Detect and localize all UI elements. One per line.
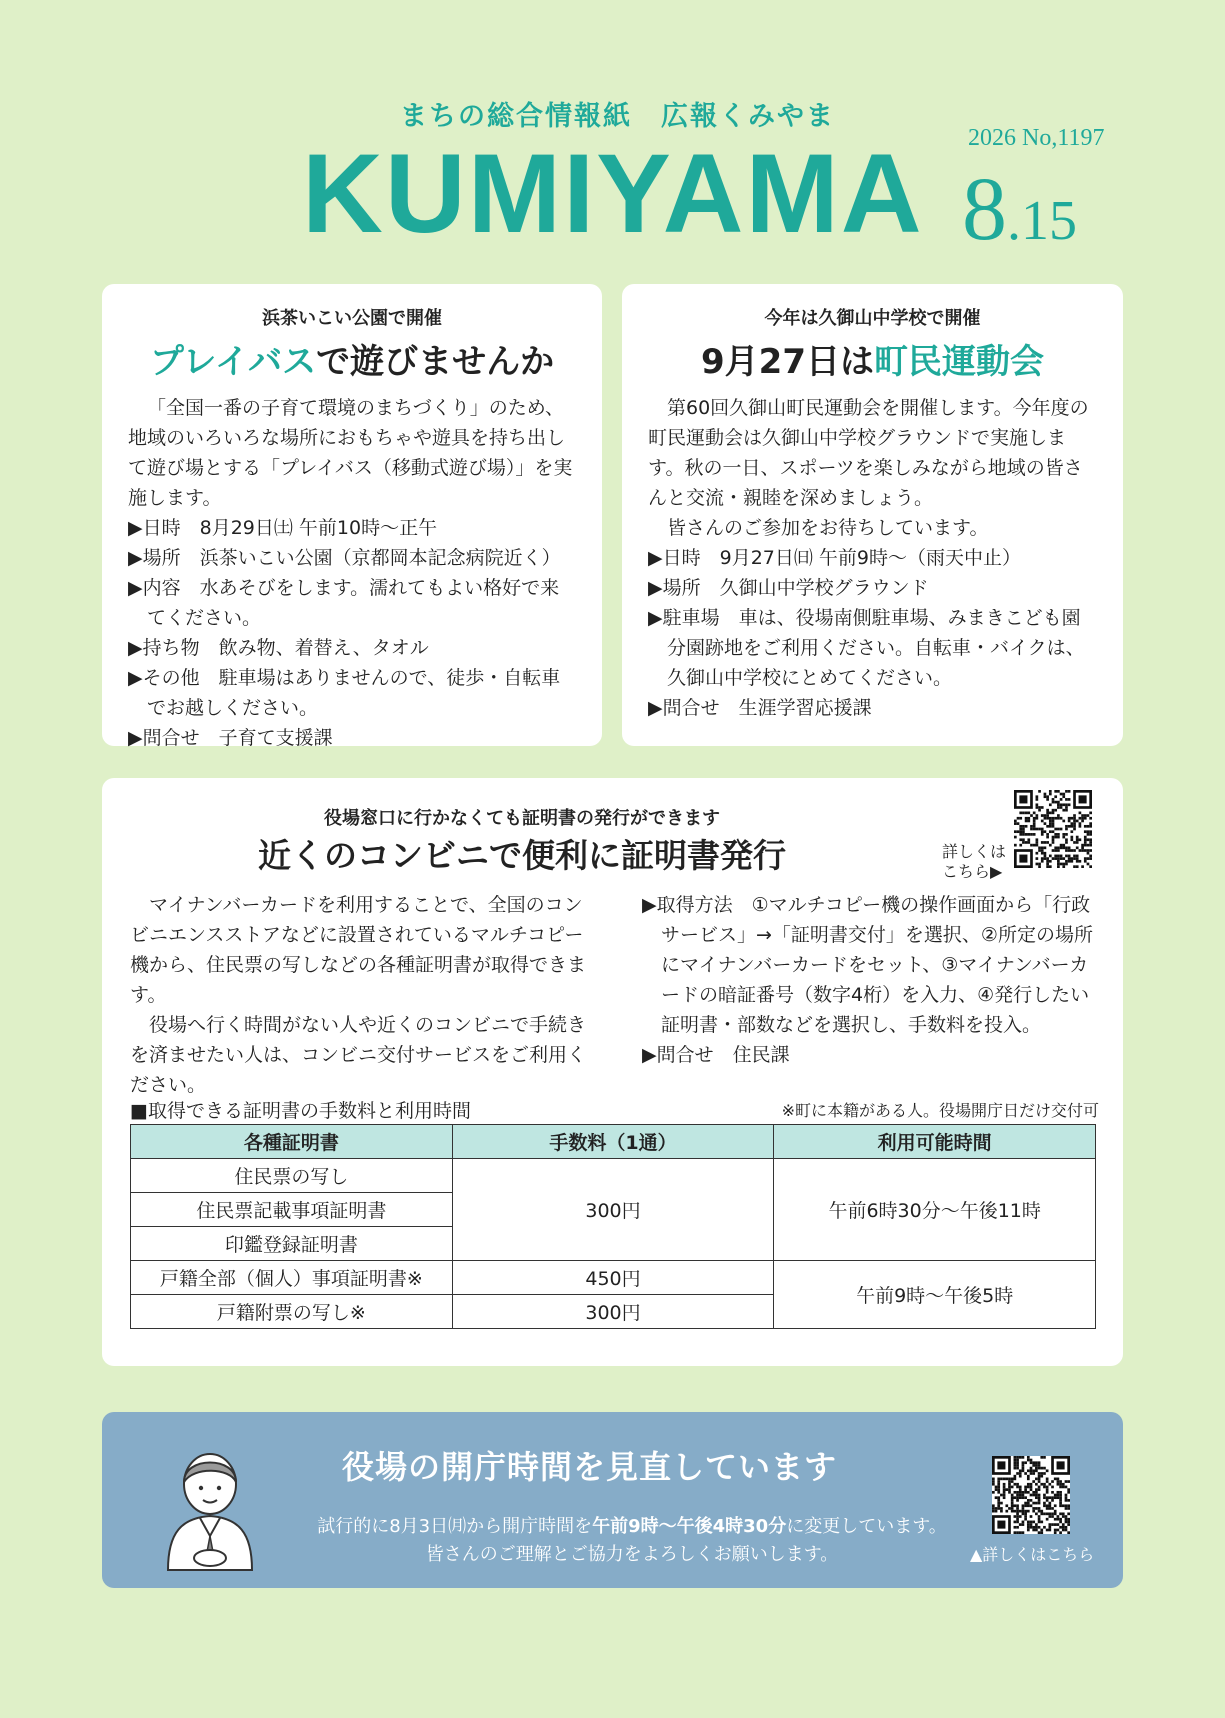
sports-day-article [622, 284, 1123, 746]
playbus-item-place: ▶場所 浜茶いこい公園（京都岡本記念病院近く） [128, 547, 561, 569]
cert-name: 印鑑登録証明書 [131, 1227, 453, 1261]
certificate-title: 近くのコンビニで便利に証明書発行 [258, 836, 786, 875]
certificate-article [102, 778, 1123, 1366]
issue-day: .15 [1007, 190, 1077, 252]
staff-illustration [160, 1432, 260, 1576]
office-hours-qr-label: ▲詳しくはこちら [970, 1545, 1095, 1564]
fee-table-header-time: 利用可能時間 [774, 1125, 1096, 1159]
office-hours-line2: 皆さんのご理解とご協力をよろしくお願いします。 [425, 1544, 839, 1565]
sports-day-intro: 第60回久御山町民運動会を開催します。今年度の町民運動会は久御山中学校グラウンドで実施します。秋の一日、スポーツを楽しみながら地域の皆さんと交流・親睦を深めましょう。 [648, 397, 1089, 509]
sports-day-item-place: ▶場所 久御山中学校グラウンド [648, 577, 929, 599]
sports-day-body [648, 393, 1097, 723]
qr-code-graphic [1014, 790, 1092, 868]
sports-day-intro2: 皆さんのご参加をお待ちしています。 [667, 517, 989, 539]
playbus-item-contact: ▶問合せ 子育て支援課 [128, 727, 333, 749]
fee-value: 300円 [452, 1295, 774, 1329]
qr-label-line1: 詳しくは [942, 842, 1007, 861]
sports-day-title-main: 9月27日は [701, 342, 874, 382]
cert-name: 住民票記載事項証明書 [131, 1193, 453, 1227]
tagline: まちの総合情報紙 広報くみやま [400, 101, 835, 132]
fee-table [130, 1124, 1096, 1329]
playbus-article [102, 284, 602, 749]
table-row [131, 1261, 1096, 1295]
playbus-item-content: ▶内容 水あそびをします。濡れてもよい格好で来てください。 [128, 577, 560, 629]
sports-day-item-date: ▶日時 9月27日㈰ 午前9時～（雨天中止） [648, 547, 1022, 569]
certificate-description [130, 890, 600, 1100]
playbus-item-belongings: ▶持ち物 飲み物、着替え、タオル [128, 637, 429, 659]
sports-day-item-contact: ▶問合せ 生涯学習応援課 [648, 697, 872, 719]
issue-month: 8 [962, 160, 1007, 259]
masthead [0, 0, 1225, 280]
playbus-subtitle: 浜茶いこい公園で開催 [262, 308, 442, 329]
office-hours-title: 役場の開庁時間を見直しています [342, 1448, 838, 1486]
fee-value: 300円 [452, 1159, 774, 1261]
playbus-title-rest: で遊びませんか [316, 342, 555, 382]
playbus-title [128, 334, 576, 383]
certificate-instructions [642, 890, 1102, 1070]
certificate-paragraph-2: 役場へ行く時間がない人や近くのコンビニで手続きを済ませたい人は、コンビニ交付サービスをご利用ください。 [130, 1014, 587, 1096]
fee-table-header-cert: 各種証明書 [131, 1125, 453, 1159]
certificate-qr-code[interactable] [1014, 790, 1092, 868]
logo-kumiyama: KUMIYAMA [302, 131, 924, 256]
table-row [131, 1159, 1096, 1193]
certificate-item-method: ▶取得方法 ①マルチコピー機の操作画面から「行政サービス」→「証明書交付」を選択、②所定の場所にマイナンバーカードをセット、③マイナンバーカードの暗証番号（数字4桁）を入力、④発行したい証明書・部数などを選択し、手数料を投入。 [642, 894, 1093, 1036]
fee-table-header-row [131, 1125, 1096, 1159]
issue-date [962, 160, 1077, 259]
office-hours-banner [102, 1412, 1123, 1588]
cert-name: 住民票の写し [131, 1159, 453, 1193]
playbus-title-highlight: プレイバス [149, 342, 317, 382]
sports-day-subtitle: 今年は久御山中学校で開催 [764, 308, 981, 329]
issue-number: 2026 No,1197 [968, 125, 1105, 151]
certificate-subtitle: 役場窓口に行かなくても証明書の発行ができます [324, 808, 720, 829]
office-hours-line1-pre: 試行的に8月3日㈪から開庁時間を [317, 1516, 593, 1537]
playbus-item-other: ▶その他 駐車場はありませんので、徒歩・自転車でお越しください。 [128, 667, 561, 719]
fee-value: 450円 [452, 1261, 774, 1295]
certificate-paragraph-1: マイナンバーカードを利用することで、全国のコンビニエンスストアなどに設置されているマルチコピー機から、住民票の写しなどの各種証明書が取得できます。 [130, 894, 587, 1006]
time-value: 午前9時～午後5時 [774, 1261, 1096, 1329]
cert-name: 戸籍全部（個人）事項証明書※ [131, 1261, 453, 1295]
cert-name: 戸籍附票の写し※ [131, 1295, 453, 1329]
office-hours-new-hours: 午前9時～午後4時30分 [592, 1516, 787, 1537]
fee-table-caption: ■取得できる証明書の手数料と利用時間 [130, 1100, 471, 1122]
certificate-item-contact: ▶問合せ 住民課 [642, 1044, 790, 1066]
office-hours-qr-code[interactable] [992, 1456, 1070, 1534]
time-value: 午前6時30分～午後11時 [774, 1159, 1096, 1261]
office-hours-line1-post: に変更しています。 [786, 1516, 947, 1537]
qr-code-graphic [992, 1456, 1070, 1534]
playbus-intro: 「全国一番の子育て環境のまちづくり」のため、地域のいろいろな場所におもちゃや遊具を持ち出して遊び場とする「プレイバス（移動式遊び場）」を実施します。 [128, 397, 573, 509]
sports-day-title-highlight: 町民運動会 [873, 342, 1044, 382]
playbus-item-date: ▶日時 8月29日㈯ 午前10時～正午 [128, 517, 438, 539]
office-hours-line1 [282, 1512, 982, 1538]
sports-day-title [648, 334, 1097, 383]
fee-table-note: ※町に本籍がある人。役場開庁日だけ交付可 [781, 1101, 1099, 1120]
fee-table-header-fee: 手数料（1通） [452, 1125, 774, 1159]
sports-day-item-parking: ▶駐車場 車は、役場南側駐車場、みまきこども園分園跡地をご利用ください。自転車・バイクは、久御山中学校にとめてください。 [648, 607, 1085, 689]
playbus-body [128, 393, 576, 753]
qr-label-line2: こちら▶ [942, 862, 1003, 881]
qr-label [942, 842, 1006, 882]
